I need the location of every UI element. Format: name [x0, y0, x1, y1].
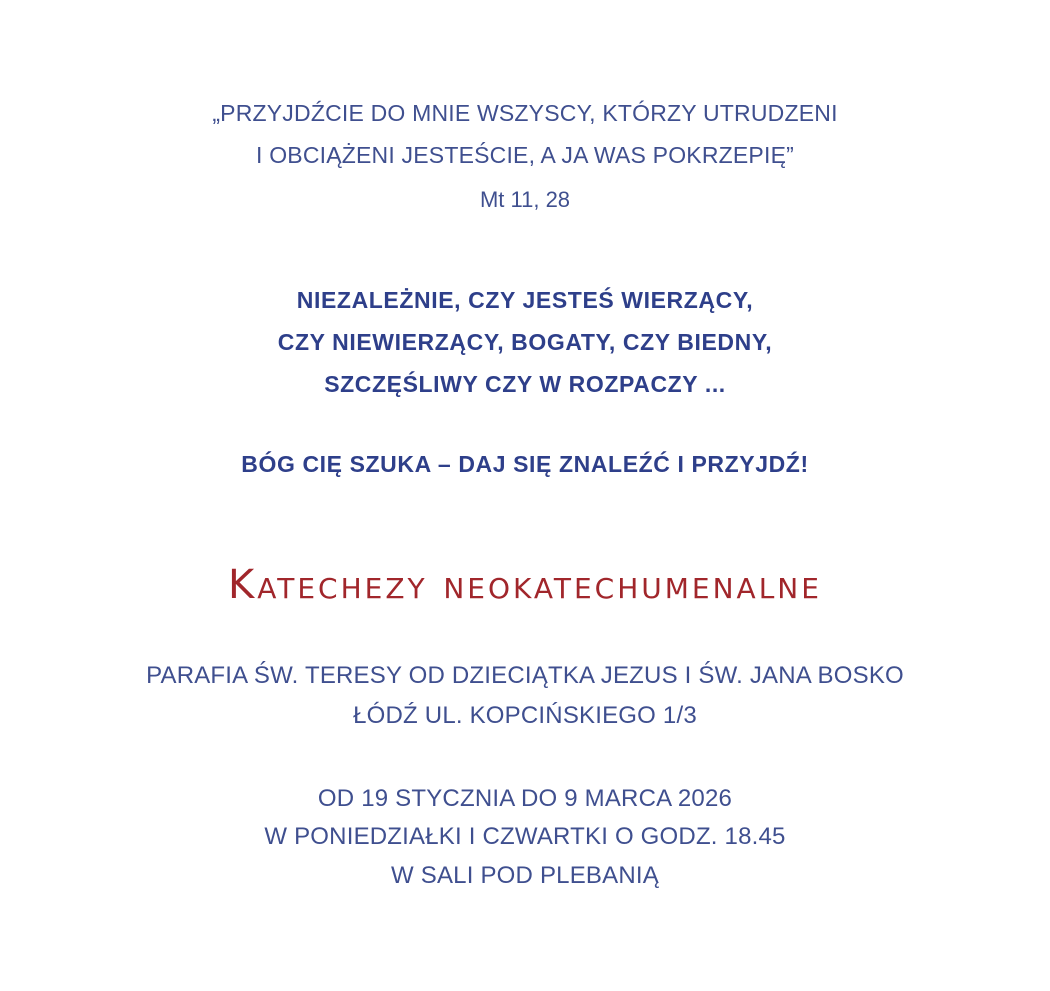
parish-name: PARAFIA ŚW. TERESY OD DZIECIĄTKA JEZUS I ŚW. JANA BOSKO [146, 662, 904, 689]
message-line-2: CZY NIEWIERZĄCY, BOGATY, CZY BIEDNY, [277, 329, 773, 355]
schedule-place: W SALI POD PLEBANIĄ [391, 862, 659, 889]
parish-address: ŁÓDŹ UL. KOPCIŃSKIEGO 1/3 [353, 702, 697, 729]
quote-line-2: I OBCIĄŻENI JESTEŚCIE, A JA WAS POKRZEPIĘ” [256, 142, 794, 168]
schedule-days: W PONIEDZIAŁKI I CZWARTKI O GODZ. 18.45 [264, 823, 786, 850]
quote-line-1: „PRZYJDŹCIE DO MNIE WSZYSCY, KTÓRZY UTRUDZENI [212, 100, 838, 126]
event-title: Katechezy neokatechumenalne [228, 562, 822, 608]
call-to-action: BÓG CIĘ SZUKA – DAJ SIĘ ZNALEŹĆ I PRZYJDŹ! [241, 451, 809, 477]
message-line-1: NIEZALEŻNIE, CZY JESTEŚ WIERZĄCY, [296, 287, 754, 313]
schedule-dates: OD 19 STYCZNIA DO 9 MARCA 2026 [317, 785, 733, 812]
quote-reference: Mt 11, 28 [479, 187, 571, 212]
message-line-3: SZCZĘŚLIWY CZY W ROZPACZY ... [324, 371, 726, 397]
